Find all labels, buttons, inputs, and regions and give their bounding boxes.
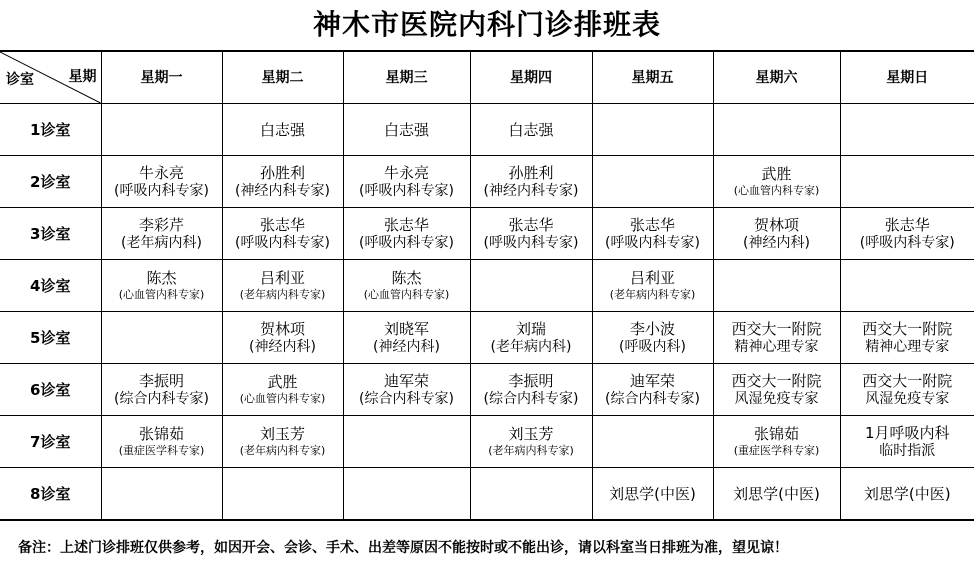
doctor-specialty: (呼吸内科) <box>593 338 713 356</box>
doctor-specialty: (综合内科专家) <box>471 390 592 408</box>
schedule-cell <box>222 260 343 312</box>
schedule-cell <box>470 156 592 208</box>
doctor-specialty: (综合内科专家) <box>102 390 222 408</box>
schedule-cell <box>470 468 592 520</box>
doctor-name: 刘玉芳 <box>223 425 343 443</box>
doctor-specialty: (心血管内科专家) <box>714 183 840 199</box>
doctor-specialty: 精神心理专家 <box>841 338 974 356</box>
doctor-name: 迪军荣 <box>593 372 713 390</box>
doctor-specialty: (神经内科) <box>344 338 470 356</box>
schedule-cell <box>101 312 222 364</box>
schedule-cell <box>222 156 343 208</box>
schedule-cell <box>713 468 840 520</box>
doctor-name: 吕利亚 <box>223 269 343 287</box>
doctor-specialty: (神经内科专家) <box>471 182 592 200</box>
schedule-cell <box>470 260 592 312</box>
corner-week-label: 星期 <box>69 68 97 86</box>
doctor-specialty: (呼吸内科专家) <box>223 234 343 252</box>
room-label: 1诊室 <box>0 104 101 156</box>
doctor-specialty: (神经内科) <box>714 234 840 252</box>
schedule-cell <box>101 364 222 416</box>
doctor-name: 贺林项 <box>223 320 343 338</box>
doctor-name: 刘思学(中医) <box>714 485 840 503</box>
doctor-name: 刘晓军 <box>344 320 470 338</box>
table-row <box>0 312 974 364</box>
schedule-cell <box>470 208 592 260</box>
table-row <box>0 364 974 416</box>
corner-room-label: 诊室 <box>6 71 34 89</box>
doctor-specialty: (重症医学科专家) <box>714 443 840 459</box>
doctor-name: 1月呼吸内科 <box>841 424 974 442</box>
day-header: 星期四 <box>470 52 592 104</box>
doctor-name: 孙胜利 <box>471 164 592 182</box>
doctor-name: 李振明 <box>471 372 592 390</box>
schedule-cell <box>840 104 974 156</box>
schedule-cell <box>713 364 840 416</box>
doctor-specialty: (呼吸内科专家) <box>593 234 713 252</box>
schedule-cell <box>592 156 713 208</box>
schedule-cell <box>470 364 592 416</box>
schedule-table <box>0 51 974 520</box>
day-header: 星期一 <box>101 52 222 104</box>
schedule-cell <box>343 416 470 468</box>
doctor-specialty: (呼吸内科专家) <box>471 234 592 252</box>
schedule-cell <box>222 104 343 156</box>
room-label: 8诊室 <box>0 468 101 520</box>
schedule-cell <box>713 104 840 156</box>
doctor-name: 张锦茹 <box>102 425 222 443</box>
schedule-cell <box>101 416 222 468</box>
schedule-cell <box>840 260 974 312</box>
doctor-name: 陈杰 <box>344 269 470 287</box>
doctor-specialty: 精神心理专家 <box>714 338 840 356</box>
doctor-specialty: (老年病内科专家) <box>223 287 343 303</box>
doctor-name: 张志华 <box>841 216 974 234</box>
day-header: 星期五 <box>592 52 713 104</box>
doctor-name: 刘瑞 <box>471 320 592 338</box>
room-label: 7诊室 <box>0 416 101 468</box>
table-row <box>0 208 974 260</box>
doctor-name: 武胜 <box>714 165 840 183</box>
schedule-cell <box>222 208 343 260</box>
room-label: 4诊室 <box>0 260 101 312</box>
doctor-name: 牛永亮 <box>102 164 222 182</box>
doctor-name: 张志华 <box>471 216 592 234</box>
schedule-cell <box>592 312 713 364</box>
schedule-cell <box>343 156 470 208</box>
doctor-name: 李小波 <box>593 320 713 338</box>
schedule-cell <box>713 156 840 208</box>
doctor-name: 张志华 <box>593 216 713 234</box>
schedule-cell <box>470 312 592 364</box>
schedule-cell <box>470 104 592 156</box>
doctor-name: 李振明 <box>102 372 222 390</box>
schedule-cell <box>101 260 222 312</box>
schedule-cell <box>840 208 974 260</box>
doctor-specialty: (呼吸内科专家) <box>344 182 470 200</box>
schedule-cell <box>101 156 222 208</box>
doctor-name: 西交大一附院 <box>714 320 840 338</box>
table-row <box>0 260 974 312</box>
room-label: 6诊室 <box>0 364 101 416</box>
doctor-name: 吕利亚 <box>593 269 713 287</box>
schedule-cell <box>343 312 470 364</box>
schedule-cell <box>222 364 343 416</box>
page-title: 神木市医院内科门诊排班表 <box>0 0 974 51</box>
doctor-specialty: (神经内科) <box>223 338 343 356</box>
schedule-cell <box>343 260 470 312</box>
schedule-cell <box>592 468 713 520</box>
doctor-name: 白志强 <box>344 121 470 139</box>
schedule-cell <box>840 364 974 416</box>
schedule-cell <box>343 104 470 156</box>
day-header: 星期六 <box>713 52 840 104</box>
schedule-cell <box>840 312 974 364</box>
doctor-specialty: (综合内科专家) <box>344 390 470 408</box>
doctor-name: 刘思学(中医) <box>841 485 974 503</box>
schedule-cell <box>101 208 222 260</box>
doctor-specialty: (心血管内科专家) <box>223 391 343 407</box>
doctor-specialty: 风湿免疫专家 <box>714 390 840 408</box>
doctor-specialty: (神经内科专家) <box>223 182 343 200</box>
schedule-cell <box>592 260 713 312</box>
doctor-name: 西交大一附院 <box>841 320 974 338</box>
room-label: 5诊室 <box>0 312 101 364</box>
table-row <box>0 468 974 520</box>
schedule-cell <box>101 104 222 156</box>
doctor-name: 西交大一附院 <box>841 372 974 390</box>
schedule-cell <box>222 312 343 364</box>
corner-header-cell <box>0 52 101 104</box>
doctor-specialty: (呼吸内科专家) <box>344 234 470 252</box>
schedule-cell <box>592 416 713 468</box>
doctor-specialty: (老年病内科) <box>471 338 592 356</box>
footer-note: 备注：上述门诊排班仅供参考，如因开会、会诊、手术、出差等原因不能按时或不能出诊，请以科室当日排班为准，望见谅！ <box>0 520 974 575</box>
day-header: 星期二 <box>222 52 343 104</box>
doctor-specialty: (老年病内科) <box>102 234 222 252</box>
table-row <box>0 104 974 156</box>
doctor-specialty: (老年病内科专家) <box>593 287 713 303</box>
doctor-specialty: (老年病内科专家) <box>223 443 343 459</box>
room-label: 3诊室 <box>0 208 101 260</box>
schedule-cell <box>343 208 470 260</box>
room-label: 2诊室 <box>0 156 101 208</box>
schedule-cell <box>713 416 840 468</box>
schedule-cell <box>101 468 222 520</box>
schedule-cell <box>713 208 840 260</box>
table-row <box>0 416 974 468</box>
schedule-cell <box>470 416 592 468</box>
doctor-name: 白志强 <box>471 121 592 139</box>
doctor-name: 牛永亮 <box>344 164 470 182</box>
doctor-name: 孙胜利 <box>223 164 343 182</box>
doctor-name: 张志华 <box>223 216 343 234</box>
doctor-name: 李彩芹 <box>102 216 222 234</box>
doctor-name: 刘玉芳 <box>471 425 592 443</box>
schedule-cell <box>343 364 470 416</box>
doctor-name: 贺林项 <box>714 216 840 234</box>
header-row <box>0 52 974 104</box>
schedule-cell <box>592 104 713 156</box>
doctor-name: 刘思学(中医) <box>593 485 713 503</box>
schedule-cell <box>343 468 470 520</box>
schedule-cell <box>713 312 840 364</box>
day-header: 星期三 <box>343 52 470 104</box>
schedule-cell <box>222 416 343 468</box>
schedule-cell <box>592 208 713 260</box>
doctor-specialty: (重症医学科专家) <box>102 443 222 459</box>
doctor-specialty: (心血管内科专家) <box>344 287 470 303</box>
doctor-specialty: (综合内科专家) <box>593 390 713 408</box>
doctor-specialty: 临时指派 <box>841 442 974 460</box>
doctor-name: 迪军荣 <box>344 372 470 390</box>
day-header: 星期日 <box>840 52 974 104</box>
schedule-cell <box>840 416 974 468</box>
schedule-cell <box>840 468 974 520</box>
schedule-cell <box>840 156 974 208</box>
doctor-specialty: (老年病内科专家) <box>471 443 592 459</box>
doctor-specialty: 风湿免疫专家 <box>841 390 974 408</box>
doctor-name: 西交大一附院 <box>714 372 840 390</box>
table-row <box>0 156 974 208</box>
schedule-cell <box>222 468 343 520</box>
doctor-specialty: (呼吸内科专家) <box>102 182 222 200</box>
schedule-cell <box>592 364 713 416</box>
doctor-name: 陈杰 <box>102 269 222 287</box>
schedule-cell <box>713 260 840 312</box>
doctor-specialty: (呼吸内科专家) <box>841 234 974 252</box>
doctor-name: 张志华 <box>344 216 470 234</box>
doctor-name: 张锦茹 <box>714 425 840 443</box>
doctor-name: 白志强 <box>223 121 343 139</box>
doctor-name: 武胜 <box>223 373 343 391</box>
doctor-specialty: (心血管内科专家) <box>102 287 222 303</box>
